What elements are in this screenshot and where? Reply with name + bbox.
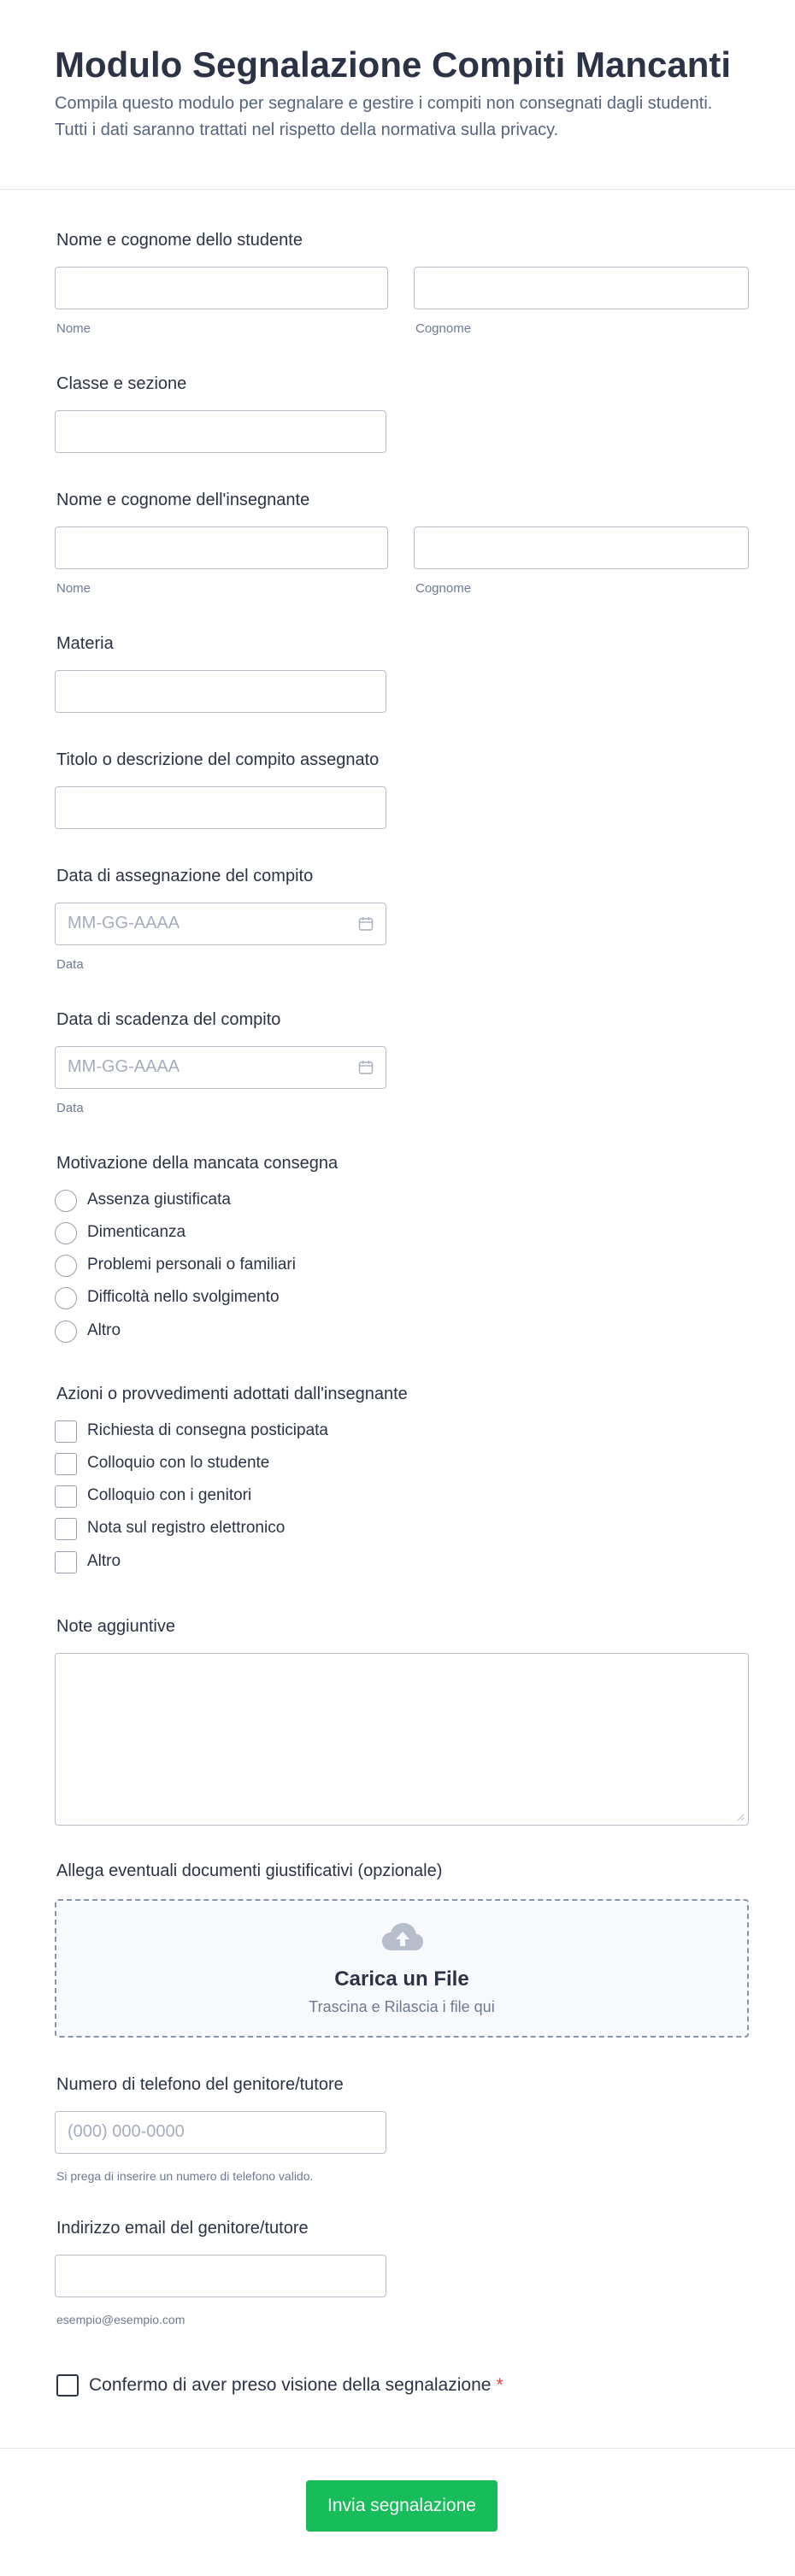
teacher-first-name-sublabel: Nome: [56, 581, 91, 596]
assignment-title-label: Titolo o descrizione del compito assegnato: [56, 750, 380, 769]
teacher-name-label: Nome e cognome dell'insegnante: [56, 491, 310, 509]
cloud-upload-icon: [381, 1921, 424, 1954]
radio-button[interactable]: [55, 1287, 77, 1309]
radio-button[interactable]: [55, 1255, 77, 1277]
actions-label: Azioni o provvedimenti adottati dall'insegnante: [56, 1385, 408, 1403]
phone-hint: Si prega di inserire un numero di telefono valido.: [56, 2169, 314, 2183]
actions-option-label: Nota sul registro elettronico: [87, 1519, 286, 1537]
reason-option-label: Problemi personali o familiari: [87, 1256, 296, 1273]
student-first-name-input[interactable]: [55, 267, 388, 309]
reason-option-label: Altro: [87, 1321, 121, 1339]
class-section-label: Classe e sezione: [56, 374, 187, 393]
checkbox[interactable]: [55, 1453, 77, 1475]
upload-label: Allega eventuali documenti giustificativi (opzionale): [56, 1861, 443, 1880]
radio-button[interactable]: [55, 1190, 77, 1212]
radio-button[interactable]: [55, 1320, 77, 1343]
reason-option-label: Difficoltà nello svolgimento: [87, 1288, 280, 1306]
confirm-checkbox[interactable]: [56, 2374, 79, 2397]
student-first-name-sublabel: Nome: [56, 321, 91, 336]
confirm-label: Confermo di aver preso visione della segnalazione: [89, 2375, 492, 2395]
email-label: Indirizzo email del genitore/tutore: [56, 2219, 309, 2238]
checkbox[interactable]: [55, 1485, 77, 1508]
form-title: Modulo Segnalazione Compiti Mancanti: [55, 44, 732, 85]
phone-label: Numero di telefono del genitore/tutore: [56, 2075, 344, 2094]
student-last-name-sublabel: Cognome: [415, 321, 472, 336]
assignment-title-input[interactable]: [55, 786, 386, 829]
reason-option-label: Assenza giustificata: [87, 1191, 231, 1209]
subject-label: Materia: [56, 634, 114, 653]
footer-divider: [0, 2448, 795, 2449]
upload-subtitle: Trascina e Rilascia i file qui: [309, 1998, 495, 2015]
subject-input[interactable]: [55, 670, 386, 713]
notes-textarea[interactable]: [55, 1653, 749, 1826]
form-header: [0, 0, 795, 190]
actions-option-label: Altro: [87, 1552, 121, 1570]
assigned-date-placeholder: MM-GG-AAAA: [68, 914, 180, 932]
calendar-icon[interactable]: [358, 1060, 374, 1075]
phone-placeholder: (000) 000-0000: [68, 2122, 185, 2141]
teacher-last-name-sublabel: Cognome: [415, 581, 472, 596]
teacher-last-name-input[interactable]: [414, 526, 749, 569]
file-upload-dropzone[interactable]: [55, 1899, 749, 2038]
actions-option-label: Richiesta di consegna posticipata: [87, 1421, 329, 1439]
student-name-label: Nome e cognome dello studente: [56, 231, 303, 250]
actions-option-label: Colloquio con i genitori: [87, 1486, 252, 1504]
submit-button[interactable]: Invia segnalazione: [306, 2480, 498, 2532]
due-date-placeholder: MM-GG-AAAA: [68, 1057, 180, 1076]
teacher-first-name-input[interactable]: [55, 526, 388, 569]
email-hint: esempio@esempio.com: [56, 2313, 186, 2326]
due-date-label: Data di scadenza del compito: [56, 1010, 281, 1029]
due-date-input[interactable]: [55, 1046, 386, 1089]
calendar-icon[interactable]: [358, 916, 374, 932]
assigned-date-label: Data di assegnazione del compito: [56, 867, 314, 885]
phone-input[interactable]: [55, 2111, 386, 2154]
actions-option-label: Colloquio con lo studente: [87, 1454, 270, 1472]
checkbox[interactable]: [55, 1518, 77, 1540]
radio-button[interactable]: [55, 1222, 77, 1244]
required-mark: *: [496, 2375, 504, 2395]
checkbox[interactable]: [55, 1420, 77, 1443]
reason-label: Motivazione della mancata consegna: [56, 1154, 339, 1173]
upload-title: Carica un File: [334, 1967, 469, 1991]
checkbox[interactable]: [55, 1551, 77, 1573]
form-subtitle: Compila questo modulo per segnalare e gestire i compiti non consegnati dagli studenti. Tutti i dati saranno trattati nel rispetto della normativa sulla privacy.: [55, 94, 713, 139]
email-input[interactable]: [55, 2255, 386, 2297]
confirm-label-wrap: [89, 2375, 504, 2396]
notes-label: Note aggiuntive: [56, 1617, 175, 1636]
resize-handle-icon[interactable]: [736, 1813, 745, 1821]
student-last-name-input[interactable]: [414, 267, 749, 309]
due-date-sublabel: Data: [56, 1101, 84, 1115]
assigned-date-input[interactable]: [55, 903, 386, 945]
assigned-date-sublabel: Data: [56, 957, 84, 972]
class-section-input[interactable]: [55, 410, 386, 453]
reason-option-label: Dimenticanza: [87, 1223, 186, 1241]
